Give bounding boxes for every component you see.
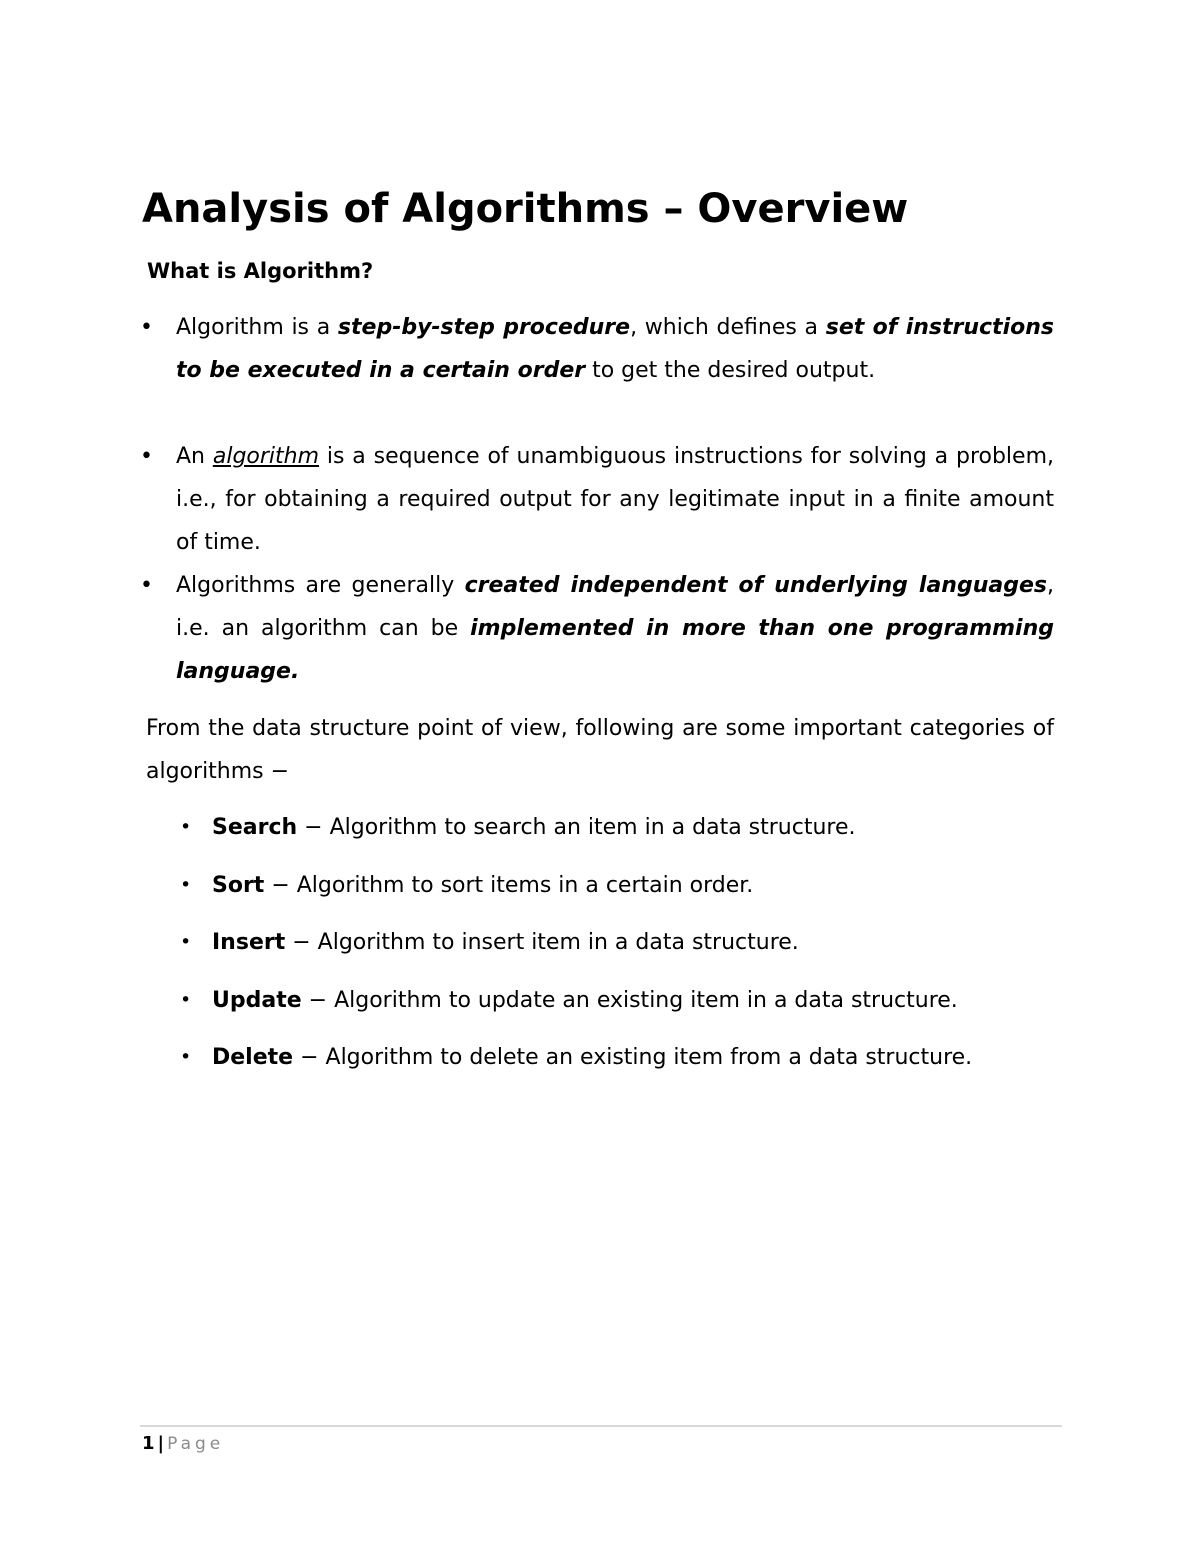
section-heading: What is Algorithm? [147,259,374,283]
definition-bullet [176,435,1054,564]
definition-bullet [176,564,1054,693]
category-item [212,806,1092,864]
intro-paragraph: From the data structure point of view, following are some important categories of algorithms − [146,716,1054,784]
category-item [212,864,1092,922]
category-item [212,921,1092,979]
category-desc: − Algorithm to delete an existing item from a data structure. [293,1045,973,1070]
category-name: Update [212,987,302,1013]
category-name: Search [212,815,298,840]
definition-bullet [176,306,1054,435]
bullet-text-run: Algorithms are generally [176,573,465,598]
bullet-text-run: is a sequence of unambiguous instructions for solving a problem, i.e., for obtaining a required output for any legitimate input in a finite amount of time. [176,444,1054,555]
page-footer [142,1431,224,1457]
category-list [212,806,1092,1094]
bullet-text-run: Algorithm is a [176,315,338,340]
page-number: 1 [142,1433,155,1454]
bullet-text-run: set of instructions to be executed in a certain order [176,315,1054,383]
footer-divider [140,1425,1062,1427]
category-item [212,979,1092,1037]
bullet-text-run: to get the desired output. [585,358,876,383]
bullet-text-run: An [176,444,213,469]
bullet-text-run: created independent of underlying languages [464,573,1047,598]
page-label: Page [167,1434,225,1454]
category-desc: − Algorithm to search an item in a data structure. [297,815,856,840]
page-title: Analysis of Algorithms – Overview [142,186,909,232]
category-desc: − Algorithm to insert item in a data structure. [285,930,799,955]
category-desc: − Algorithm to update an existing item in a data structure. [301,987,958,1013]
bullet-text-run: step-by-step procedure [337,315,631,340]
definition-list [176,306,1054,693]
bullet-text-run: , which defines a [630,315,826,340]
footer-separator: | [157,1433,165,1454]
category-name: Insert [212,930,286,955]
bullet-text-run: , i.e. an algorithm can be [176,573,1054,641]
category-desc: − Algorithm to sort items in a certain order. [264,872,754,898]
bullet-text-run: implemented in more than one programming language. [176,616,1054,684]
category-name: Delete [212,1045,294,1070]
bullet-text-run: algorithm [212,444,320,469]
category-name: Sort [212,872,265,898]
category-item [212,1036,1092,1094]
